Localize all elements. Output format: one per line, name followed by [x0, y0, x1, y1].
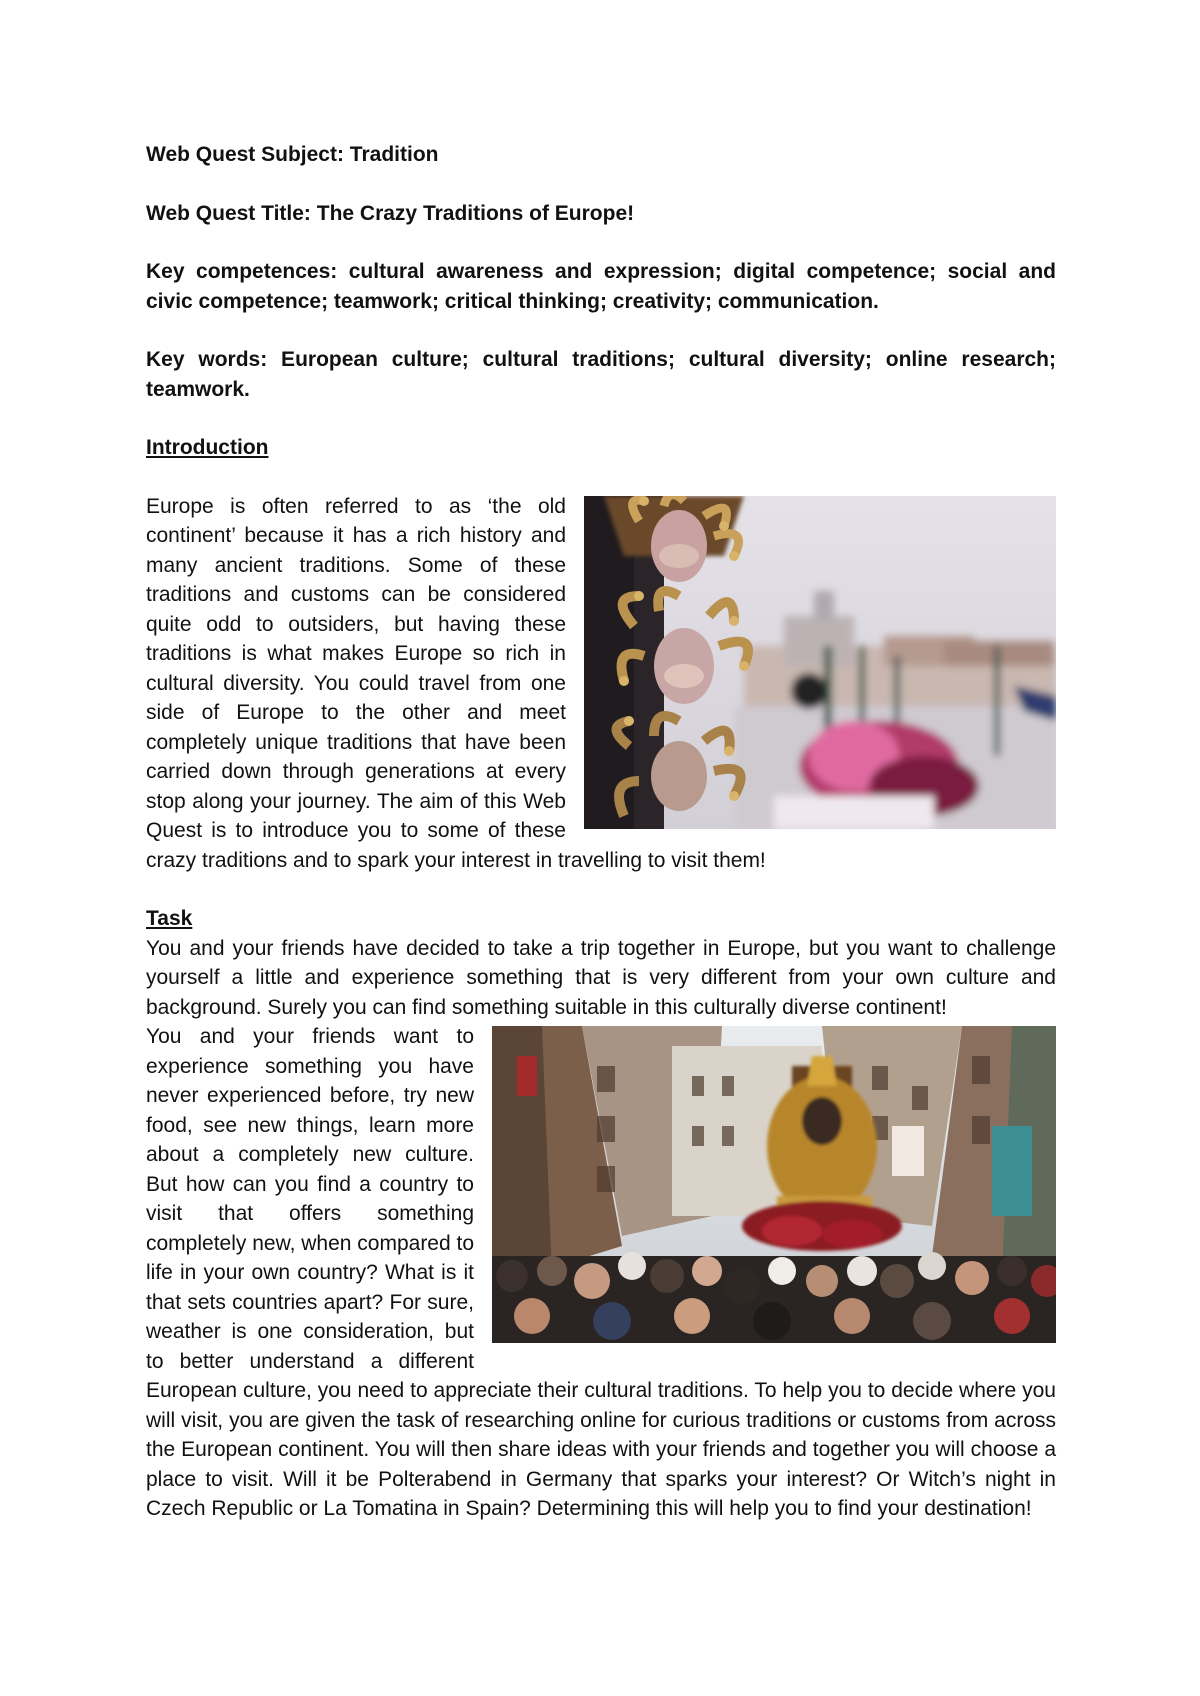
key-words: Key words: European culture; cultural traditions; cultural diversity; online research; teamwork.	[146, 348, 1056, 401]
introduction-section	[146, 492, 1056, 876]
introduction-heading: Introduction	[146, 436, 269, 459]
introduction-text: Europe is often referred to as ‘the old continent’ because it has a rich history and many ancient traditions. Some of these traditions and customs can be considered quite odd to outsiders, but having these traditions is what makes Europe so rich in cultural diversity. You could travel from one side of Europe to the other and meet completely unique traditions that have been carried down through generations at every stop along your journey. The aim of this Web Quest is to introduce you to some of these crazy traditions and to spark your interest in travelling to visit them!	[146, 494, 766, 872]
webquest-subject: Web Quest Subject: Tradition	[146, 143, 439, 166]
task-heading: Task	[146, 907, 193, 930]
webquest-title: Web Quest Title: The Crazy Traditions of Europe!	[146, 201, 635, 225]
task-paragraph-1: You and your friends have decided to take a trip together in Europe, but you want to challenge yourself a little and experience something that is very different from your own culture and background. Surely you can find something suitable in this culturally diverse continent!	[146, 936, 1056, 1019]
document-page	[146, 140, 1056, 1524]
street-procession-photo	[492, 1026, 1056, 1343]
key-competences: Key competences: cultural awareness and expression; digital competence; social and civic competence; teamwork; critical thinking; creativity; communication.	[146, 260, 1056, 313]
carnival-masks-photo	[584, 496, 1056, 829]
task-paragraph-2: You and your friends want to experience something you have never experienced before, try new food, see new things, learn more about a completely new culture. But how can you find a country to visit that offers something completely new, when compared to life in your own country? What is it that sets countries apart? For sure, weather is one consideration, but to better understand a different European culture, you need to appreciate their cultural traditions. To help you to decide where you will visit, you are given the task of researching online for curious traditions or customs from across the European continent. You will then share ideas with your friends and together you will choose a place to visit. Will it be Polterabend in Germany that sparks your interest? Or Witch’s night in Czech Republic or La Tomatina in Spain? Determining this will help you to find your destination!	[146, 1025, 1056, 1520]
task-section-2	[146, 1022, 1056, 1524]
